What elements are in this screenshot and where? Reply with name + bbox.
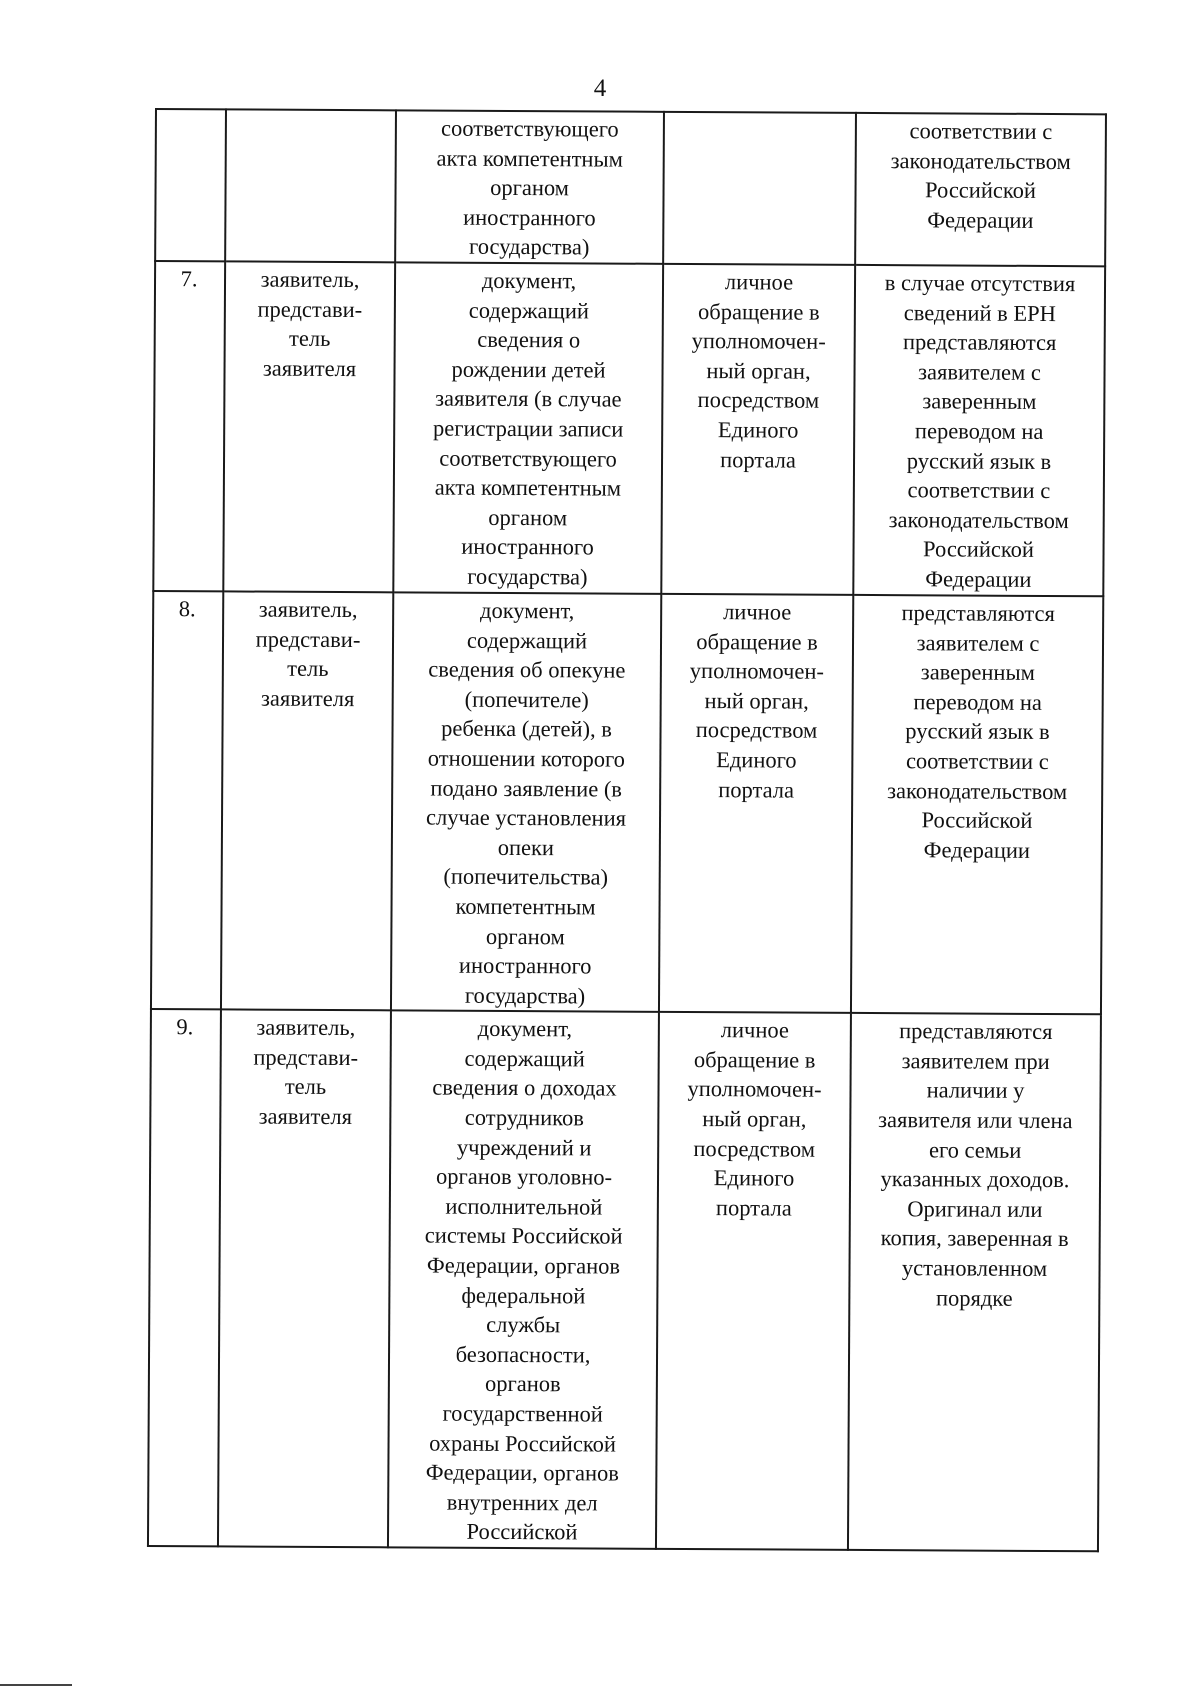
note-cell: соответствии с законодательством Российской Федерации (855, 113, 1106, 266)
row-number-cell: 9. (148, 1009, 221, 1546)
document-cell: документ, содержащий сведения об опекуне (попечителе) ребенка (детей), в отношении которого подано заявление (в случае установления опеки (попечительства) компетентным органом иностранного государства) (391, 592, 661, 1012)
applicant-cell (225, 109, 396, 262)
note-cell: представляются заявителем с заверенным переводом на русский язык в соответствии с законодательством Российской Федерации (851, 595, 1103, 1015)
documents-table (147, 108, 1107, 1552)
note-cell: в случае отсутствия сведений в ЕРН представляются заявителем с заверенным переводом на русский язык в соответствии с законодательством Российской Федерации (853, 265, 1105, 596)
row-number-cell: 7. (153, 261, 225, 591)
submission-method-cell: личное обращение в уполномочен- ный орган, посредством Единого портала (661, 264, 855, 595)
table-row (148, 1009, 1101, 1551)
row-number-cell (155, 109, 226, 261)
document-cell: соответствующего акта компетентным органом иностранного государства) (395, 110, 664, 263)
row-number-cell: 8. (151, 591, 223, 1010)
note-cell: представляются заявителем при наличии у заявителя или члена его семьи указанных доходов. Оригинал или копия, заверенная в установленном порядке (848, 1013, 1101, 1551)
table-row (151, 591, 1103, 1015)
applicant-cell: заявитель, представи- тель заявителя (223, 261, 395, 592)
page-number: 4 (593, 75, 607, 102)
table-row (153, 261, 1105, 596)
footer-divider (0, 1684, 72, 1686)
table-row (155, 109, 1106, 266)
applicant-cell: заявитель, представи- тель заявителя (218, 1010, 391, 1548)
submission-method-cell: личное обращение в уполномочен- ный орган, посредством Единого портала (659, 594, 853, 1013)
document-cell: документ, содержащий сведения о доходах сотрудников учреждений и органов уголовно- исполнительной системы Российской Федерации, органов федеральной службы безопасности, органов государственной охраны Российской Федерации, органов внутренних дел Российской (388, 1011, 659, 1549)
document-cell: документ, содержащий сведения о рождении детей заявителя (в случае регистрации записи соответствующего акта компетентным органом иностранного государства) (393, 262, 663, 593)
applicant-cell: заявитель, представи- тель заявителя (221, 591, 393, 1010)
submission-method-cell: личное обращение в уполномочен- ный орган, посредством Единого портала (656, 1012, 851, 1550)
submission-method-cell (663, 112, 856, 265)
